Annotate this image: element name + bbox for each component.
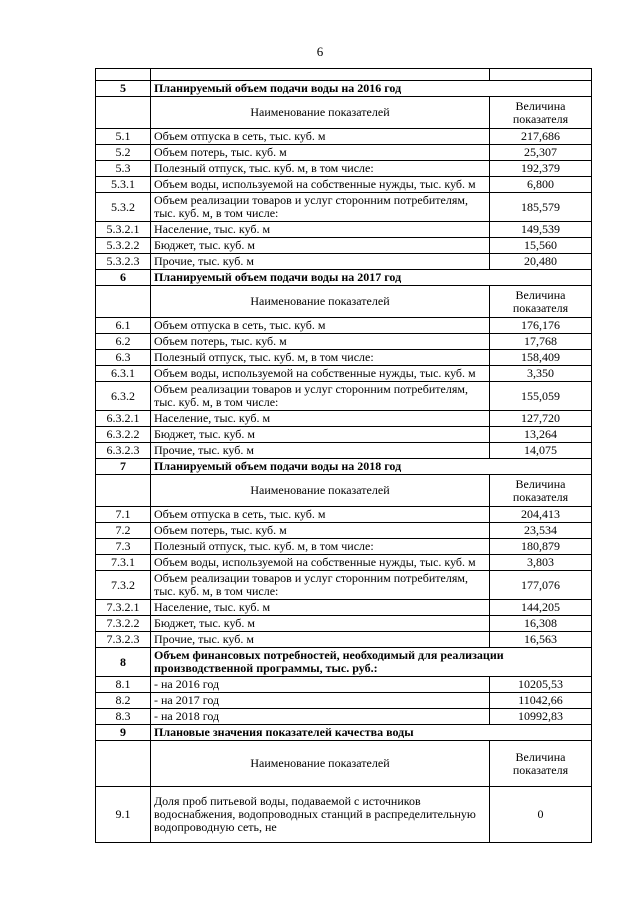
section-title: Планируемый объем подачи воды на 2017 год xyxy=(151,270,592,286)
section-title-row xyxy=(96,459,592,475)
row-value: 11042,66 xyxy=(490,693,592,709)
table-row xyxy=(96,600,592,616)
row-value: 204,413 xyxy=(490,507,592,523)
row-name: Объем реализации товаров и услуг сторонним потребителям, тыс. куб. м, в том числе: xyxy=(151,382,490,411)
row-value: 16,308 xyxy=(490,616,592,632)
row-number: 7.3.1 xyxy=(96,555,151,571)
row-number: 7.3.2 xyxy=(96,571,151,600)
water-supply-table xyxy=(95,68,592,843)
section-number: 9 xyxy=(96,725,151,741)
table-row xyxy=(96,571,592,600)
table-row xyxy=(96,555,592,571)
header-name: Наименование показателей xyxy=(151,286,490,318)
row-number: 7.1 xyxy=(96,507,151,523)
table-body xyxy=(96,69,592,843)
table-row xyxy=(96,129,592,145)
row-number: 6.3.2.2 xyxy=(96,427,151,443)
row-value: 176,176 xyxy=(490,318,592,334)
row-number: 5.3 xyxy=(96,161,151,177)
row-value: 185,579 xyxy=(490,193,592,222)
table-row xyxy=(96,693,592,709)
row-value: 25,307 xyxy=(490,145,592,161)
section-number: 8 xyxy=(96,648,151,677)
row-number: 5.1 xyxy=(96,129,151,145)
table-row xyxy=(96,539,592,555)
row-name: Объем отпуска в сеть, тыс. куб. м xyxy=(151,129,490,145)
header-value: Величина показателя xyxy=(490,286,592,318)
header-value: Величина показателя xyxy=(490,741,592,787)
table-row xyxy=(96,334,592,350)
row-number: 6.3.2.1 xyxy=(96,411,151,427)
header-empty-cell xyxy=(96,475,151,507)
row-number: 5.2 xyxy=(96,145,151,161)
header-value: Величина показателя xyxy=(490,97,592,129)
table-row xyxy=(96,616,592,632)
table-row xyxy=(96,366,592,382)
row-number: 6.2 xyxy=(96,334,151,350)
row-value: 15,560 xyxy=(490,238,592,254)
table-header-row xyxy=(96,475,592,507)
table-row xyxy=(96,318,592,334)
row-value: 144,205 xyxy=(490,600,592,616)
row-number: 7.3.2.1 xyxy=(96,600,151,616)
section-number: 6 xyxy=(96,270,151,286)
row-number: 6.3.2.3 xyxy=(96,443,151,459)
blank-cell xyxy=(490,69,592,81)
section-title-row xyxy=(96,81,592,97)
section-title-row xyxy=(96,725,592,741)
row-name: Объем потерь, тыс. куб. м xyxy=(151,145,490,161)
table-header-row xyxy=(96,741,592,787)
section-title-row xyxy=(96,648,592,677)
table-row xyxy=(96,238,592,254)
section-number: 7 xyxy=(96,459,151,475)
header-empty-cell xyxy=(96,741,151,787)
row-number: 7.3 xyxy=(96,539,151,555)
row-value: 3,803 xyxy=(490,555,592,571)
row-number: 8.3 xyxy=(96,709,151,725)
row-number: 5.3.2.3 xyxy=(96,254,151,270)
row-number: 7.3.2.3 xyxy=(96,632,151,648)
row-value: 17,768 xyxy=(490,334,592,350)
row-name: Бюджет, тыс. куб. м xyxy=(151,427,490,443)
row-value: 158,409 xyxy=(490,350,592,366)
table-row xyxy=(96,632,592,648)
row-value: 6,800 xyxy=(490,177,592,193)
section-title: Планируемый объем подачи воды на 2016 год xyxy=(151,81,592,97)
row-name: Население, тыс. куб. м xyxy=(151,411,490,427)
section-title: Плановые значения показателей качества воды xyxy=(151,725,592,741)
table-row xyxy=(96,350,592,366)
row-value: 14,075 xyxy=(490,443,592,459)
row-name: Полезный отпуск, тыс. куб. м, в том числе: xyxy=(151,350,490,366)
table-row xyxy=(96,523,592,539)
table-row xyxy=(96,787,592,843)
row-name: Население, тыс. куб. м xyxy=(151,222,490,238)
row-name: Прочие, тыс. куб. м xyxy=(151,443,490,459)
row-name: Объем воды, используемой на собственные нужды, тыс. куб. м xyxy=(151,366,490,382)
row-value: 177,076 xyxy=(490,571,592,600)
row-name: Объем потерь, тыс. куб. м xyxy=(151,334,490,350)
row-number: 8.1 xyxy=(96,677,151,693)
row-number: 9.1 xyxy=(96,787,151,843)
row-number: 6.3 xyxy=(96,350,151,366)
row-value: 20,480 xyxy=(490,254,592,270)
row-value: 10205,53 xyxy=(490,677,592,693)
row-name: Объем потерь, тыс. куб. м xyxy=(151,523,490,539)
table-row xyxy=(96,427,592,443)
row-name: Население, тыс. куб. м xyxy=(151,600,490,616)
row-value: 16,563 xyxy=(490,632,592,648)
row-name: Прочие, тыс. куб. м xyxy=(151,632,490,648)
row-name: - на 2018 год xyxy=(151,709,490,725)
row-number: 5.3.1 xyxy=(96,177,151,193)
table-row xyxy=(96,411,592,427)
table-row xyxy=(96,193,592,222)
table-row xyxy=(96,382,592,411)
row-name: Объем воды, используемой на собственные нужды, тыс. куб. м xyxy=(151,177,490,193)
row-value: 0 xyxy=(490,787,592,843)
row-name: Объем реализации товаров и услуг сторонним потребителям, тыс. куб. м, в том числе: xyxy=(151,571,490,600)
table-header-row xyxy=(96,97,592,129)
header-empty-cell xyxy=(96,97,151,129)
table-row xyxy=(96,677,592,693)
row-value: 217,686 xyxy=(490,129,592,145)
table-row xyxy=(96,507,592,523)
row-name: Объем отпуска в сеть, тыс. куб. м xyxy=(151,507,490,523)
row-value: 23,534 xyxy=(490,523,592,539)
table-row xyxy=(96,443,592,459)
row-value: 149,539 xyxy=(490,222,592,238)
header-empty-cell xyxy=(96,286,151,318)
row-name: Объем отпуска в сеть, тыс. куб. м xyxy=(151,318,490,334)
row-number: 7.3.2.2 xyxy=(96,616,151,632)
table-row xyxy=(96,177,592,193)
row-number: 6.3.2 xyxy=(96,382,151,411)
page-number: 6 xyxy=(316,44,324,59)
row-name: Объем воды, используемой на собственные нужды, тыс. куб. м xyxy=(151,555,490,571)
header-name: Наименование показателей xyxy=(151,741,490,787)
row-number: 5.3.2 xyxy=(96,193,151,222)
row-value: 10992,83 xyxy=(490,709,592,725)
row-number: 5.3.2.2 xyxy=(96,238,151,254)
row-value: 3,350 xyxy=(490,366,592,382)
section-title-row xyxy=(96,270,592,286)
header-value: Величина показателя xyxy=(490,475,592,507)
section-title: Объем финансовых потребностей, необходимый для реализации производственной программы, тыс. руб.: xyxy=(151,648,592,677)
row-number: 8.2 xyxy=(96,693,151,709)
table-row xyxy=(96,161,592,177)
row-number: 5.3.2.1 xyxy=(96,222,151,238)
row-number: 6.1 xyxy=(96,318,151,334)
row-name: Прочие, тыс. куб. м xyxy=(151,254,490,270)
row-number: 7.2 xyxy=(96,523,151,539)
row-name: Объем реализации товаров и услуг сторонним потребителям, тыс. куб. м, в том числе: xyxy=(151,193,490,222)
header-name: Наименование показателей xyxy=(151,475,490,507)
row-name: - на 2017 год xyxy=(151,693,490,709)
row-name: Полезный отпуск, тыс. куб. м, в том числе: xyxy=(151,539,490,555)
row-value: 180,879 xyxy=(490,539,592,555)
blank-cell xyxy=(151,69,490,81)
row-name: - на 2016 год xyxy=(151,677,490,693)
table-row xyxy=(96,254,592,270)
blank-cell xyxy=(96,69,151,81)
row-name: Бюджет, тыс. куб. м xyxy=(151,238,490,254)
row-number: 6.3.1 xyxy=(96,366,151,382)
row-name: Доля проб питьевой воды, подаваемой с источников водоснабжения, водопроводных станций в распределительную водопроводную сеть, не xyxy=(151,787,490,843)
table-row xyxy=(96,222,592,238)
blank-row xyxy=(96,69,592,81)
row-name: Полезный отпуск, тыс. куб. м, в том числе: xyxy=(151,161,490,177)
row-value: 192,379 xyxy=(490,161,592,177)
section-title: Планируемый объем подачи воды на 2018 год xyxy=(151,459,592,475)
table-header-row xyxy=(96,286,592,318)
table-row xyxy=(96,145,592,161)
row-value: 127,720 xyxy=(490,411,592,427)
header-name: Наименование показателей xyxy=(151,97,490,129)
row-name: Бюджет, тыс. куб. м xyxy=(151,616,490,632)
section-number: 5 xyxy=(96,81,151,97)
row-value: 13,264 xyxy=(490,427,592,443)
table-row xyxy=(96,709,592,725)
row-value: 155,059 xyxy=(490,382,592,411)
